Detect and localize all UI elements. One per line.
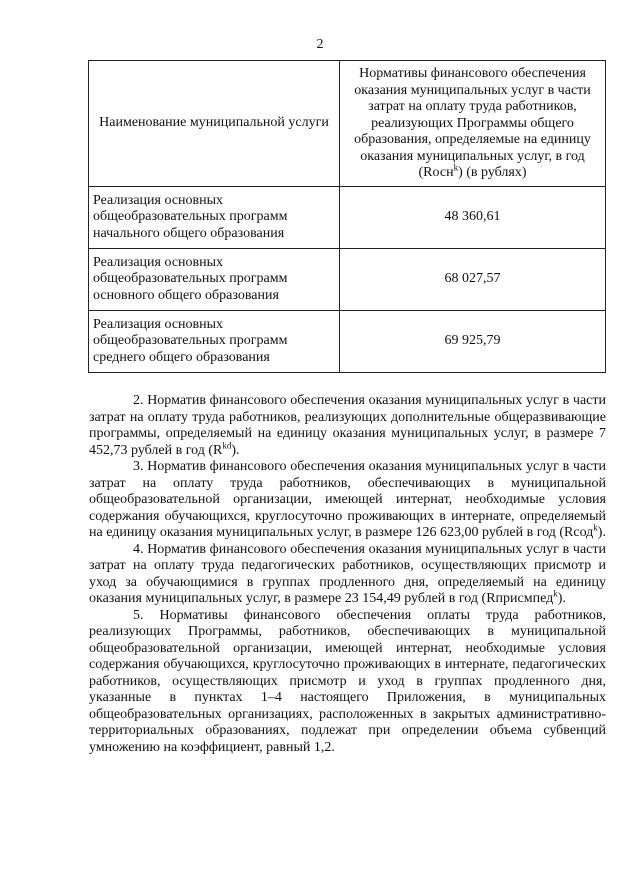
value-cell: 69 925,79 <box>340 311 606 373</box>
value-cell: 68 027,57 <box>340 249 606 311</box>
service-name-cell: Реализация основных общеобразовательных программ начального общего образования <box>89 187 340 249</box>
header-service-name: Наименование муниципальной услуги <box>89 61 340 187</box>
paragraph-5: 5. Нормативы финансового обеспечения оплаты труда работников, реализующих Программы, работников, обеспечивающих в муниципальной общеобразовательной организации, имеющей интернат, необходимые условия содержания обучающихся, круглосуточно проживающих в интернате, педагогических работников, осуществляющих присмотр и уход в группах продленного дня, указанные в пунктах 1–4 настоящего Приложения, в муниципальных общеобразовательных организациях, расположенных в закрытых административно-территориальных образованиях, подлежат при определении объема субвенций умножению на коэффициент, равный 1,2. <box>89 607 606 755</box>
value-cell: 48 360,61 <box>340 187 606 249</box>
paragraph-4-text: 4. Норматив финансового обеспечения оказания муниципальных услуг в части затрат на оплату труда педагогических работников, осуществляющих присмотр и уход за обучающимися в группах продленного дня, определяемый на единицу оказания муниципальных услуг, в размере 23 154,49 рублей в год (Rприсмпед <box>89 541 606 606</box>
service-name-cell: Реализация основных общеобразовательных программ основного общего образования <box>89 249 340 311</box>
paragraph-3-tail: ). <box>597 525 606 540</box>
table-row <box>89 187 606 249</box>
header-normative-tail: ) (в рублях) <box>458 165 527 181</box>
header-normative <box>340 61 606 187</box>
paragraph-4-sup: k <box>553 588 558 599</box>
paragraph-2 <box>89 393 606 459</box>
body-paragraphs <box>89 393 606 756</box>
paragraph-3-sup: k <box>593 522 598 533</box>
table-header-row <box>89 61 606 187</box>
paragraph-3-text: 3. Норматив финансового обеспечения оказания муниципальных услуг в части затрат на оплату труда работников, обеспечивающих в муниципальной общеобразовательной организации, имеющей интернат, необходимые условия содержания обучающихся, круглосуточно проживающих в интернате, определяемый на единицу оказания муниципальных услуг, в размере 126 623,00 рублей в год (Rсод <box>89 459 606 540</box>
page-number: 2 <box>316 37 324 52</box>
paragraph-4-tail: ). <box>557 591 566 606</box>
paragraph-2-tail: ). <box>231 442 240 458</box>
paragraph-2-text: 2. Норматив финансового обеспечения оказания муниципальных услуг в части затрат на оплату труда работников, реализующих дополнительные общеразвивающие программы, определяемый на единицу оказания муниципальных услуг, в размере 7 452,73 рублей в год (R <box>89 393 606 458</box>
table-row <box>89 249 606 311</box>
table-row <box>89 311 606 373</box>
header-normative-text: Нормативы финансового обеспечения оказания муниципальных услуг в части затрат на оплату труда работников, реализующих Программы общего образования, определяемые на единицу оказания муниципальных услуг, в год (Rосн <box>354 66 591 181</box>
normatives-table <box>88 60 606 373</box>
paragraph-3 <box>89 459 606 542</box>
service-name-cell: Реализация основных общеобразовательных программ среднего общего образования <box>89 311 340 373</box>
paragraph-2-sup: kd <box>222 439 232 450</box>
header-normative-sup: k <box>453 162 459 173</box>
paragraph-4 <box>89 542 606 608</box>
